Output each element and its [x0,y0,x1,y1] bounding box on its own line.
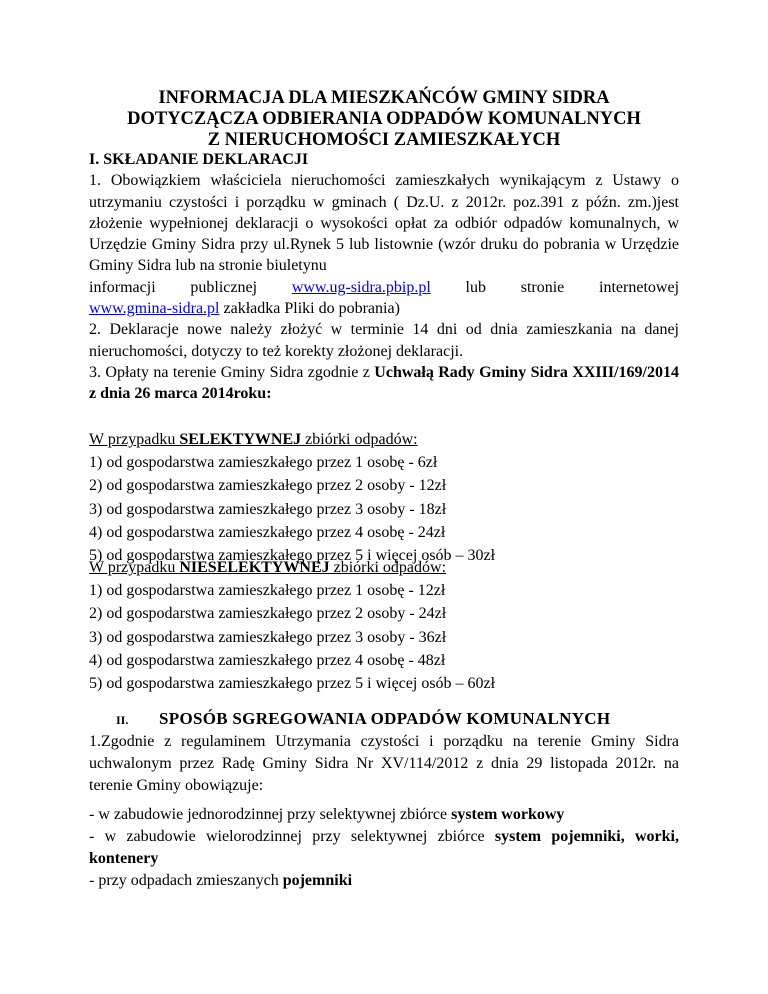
list-item: 3) od gospodarstwa zamieszkałego przez 3 osoby - 18zł [89,500,447,518]
paragraph-1-tail: zakładka Pliki do pobrania) [219,300,400,318]
selective-intro-post: zbiórki odpadów: [301,431,418,448]
paragraph-1-line-b: lub stronie internetowej [465,278,680,296]
bullet-2-bold: system pojemniki, worki, kontenery [89,828,679,867]
list-item [89,804,679,826]
list-item: 2) od gospodarstwa zamieszkałego przez 2 osoby - 24zł [89,605,447,623]
section-1-paragraph-2: 2. Deklaracje nowe należy złożyć w terminie 14 dni od dnia zamieszkania na danej nieruchomości, dotyczy to też korekty złożonej deklaracji. [89,321,679,360]
paragraph-1-last-line [89,298,679,319]
paragraph-1-text: 1. Obowiązkiem właściciela nieruchomości zamieszkałych wynikającym z Ustawy o utrzymaniu czystości i porządku w gminach ( Dz.U. z 2012r. poz.391 z późn. zm.)jest złożenie wypełnionej deklaracji o wysokości opłat za odbiór odpadów komunalnych, w Urzędzie Gminy Sidra przy ul.Rynek 5 lub listownie (wzór druku do pobrania w Urzędzie Gminy Sidra lub na stronie biuletynu [89,172,679,275]
section-2-title: SPOSÓB SGREGOWANIA ODPADÓW KOMUNALNYCH [159,709,611,728]
section-2-bullets [89,804,679,892]
nonselective-intro-post: zbiórki odpadów: [329,559,447,576]
selective-intro-bold: SELEKTYWNEJ [179,431,302,448]
title-line-3: Z NIERUCHOMOŚCI ZAMIESZKAŁYCH [207,130,561,150]
section-2-paragraph: 1.Zgodnie z regulaminem Utrzymania czystości i porządku na terenie Gminy Sidra uchwalonym przez Radę Gminy Sidra Nr XV/114/2012 z dnia 29 listopada 2012r. na terenie Gminy obowiązuje: [89,733,679,794]
bullet-2-text: - w zabudowie wielorodzinnej przy selektywnej zbiórce [89,828,495,845]
ug-sidra-bip-link[interactable]: www.ug-sidra.pbip.pl [291,278,431,296]
list-item: 4) od gospodarstwa zamieszkałego przez 4 osobę - 24zł [89,523,446,541]
list-item: 5) od gospodarstwa zamieszkałego przez 5 i więcej osób – 30zł [89,547,496,565]
selective-intro [89,428,679,451]
nonselective-intro [89,556,679,579]
section-2-number: II. [116,713,129,727]
list-item: 5) od gospodarstwa zamieszkałego przez 5 i więcej osób – 60zł [89,675,496,693]
gmina-sidra-website-link[interactable]: www.gmina-sidra.pl [89,300,220,318]
selective-intro-pre: W przypadku [89,431,180,448]
nonselective-collection-fees [89,556,679,695]
section-1-paragraph-3 [89,362,679,405]
list-item: 1) od gospodarstwa zamieszkałego przez 1 osobę - 12zł [89,582,446,600]
section-2-heading [89,708,679,731]
bullet-3-bold: pojemniki [282,872,353,889]
selective-collection-fees [89,428,679,567]
resolution-reference: Uchwałą Rady Gminy Sidra XXIII/169/2014 z dnia 26 marca 2014roku: [89,363,679,403]
paragraph-3-text: 3. Opłaty na terenie Gminy Sidra zgodnie z [89,363,375,381]
list-item [89,870,679,892]
title-line-1: INFORMACJA DLA MIESZKAŃCÓW GMINY SIDRA [158,88,610,108]
document-title [80,88,688,151]
section-declarations [89,149,679,405]
paragraph-1-link-line [89,277,679,298]
section-1-paragraph-1 [89,170,679,276]
title-line-2: DOTYCZĄCZA ODBIERANIA ODPADÓW KOMUNALNYCH [127,109,641,129]
list-item [89,826,679,870]
list-item: 2) od gospodarstwa zamieszkałego przez 2 osoby - 12zł [89,477,447,495]
paragraph-1-line-a: informacji publicznej [89,278,258,296]
list-item: 1) od gospodarstwa zamieszkałego przez 1 osobę - 6zł [89,454,438,472]
nonselective-intro-bold: NIESELEKTYWNEJ [179,559,330,576]
bullet-1-bold: system workowy [451,806,565,823]
section-1-heading: I. SKŁADANIE DEKLARACJI [89,151,309,168]
bullet-1-text: - w zabudowie jednorodzinnej przy selektywnej zbiórce [89,806,452,823]
bullet-3-text: - przy odpadach zmieszanych [89,872,283,889]
nonselective-intro-pre: W przypadku [89,559,180,576]
list-item: 3) od gospodarstwa zamieszkałego przez 3 osoby - 36zł [89,628,447,646]
list-item: 4) od gospodarstwa zamieszkałego przez 4 osobę - 48zł [89,651,446,669]
